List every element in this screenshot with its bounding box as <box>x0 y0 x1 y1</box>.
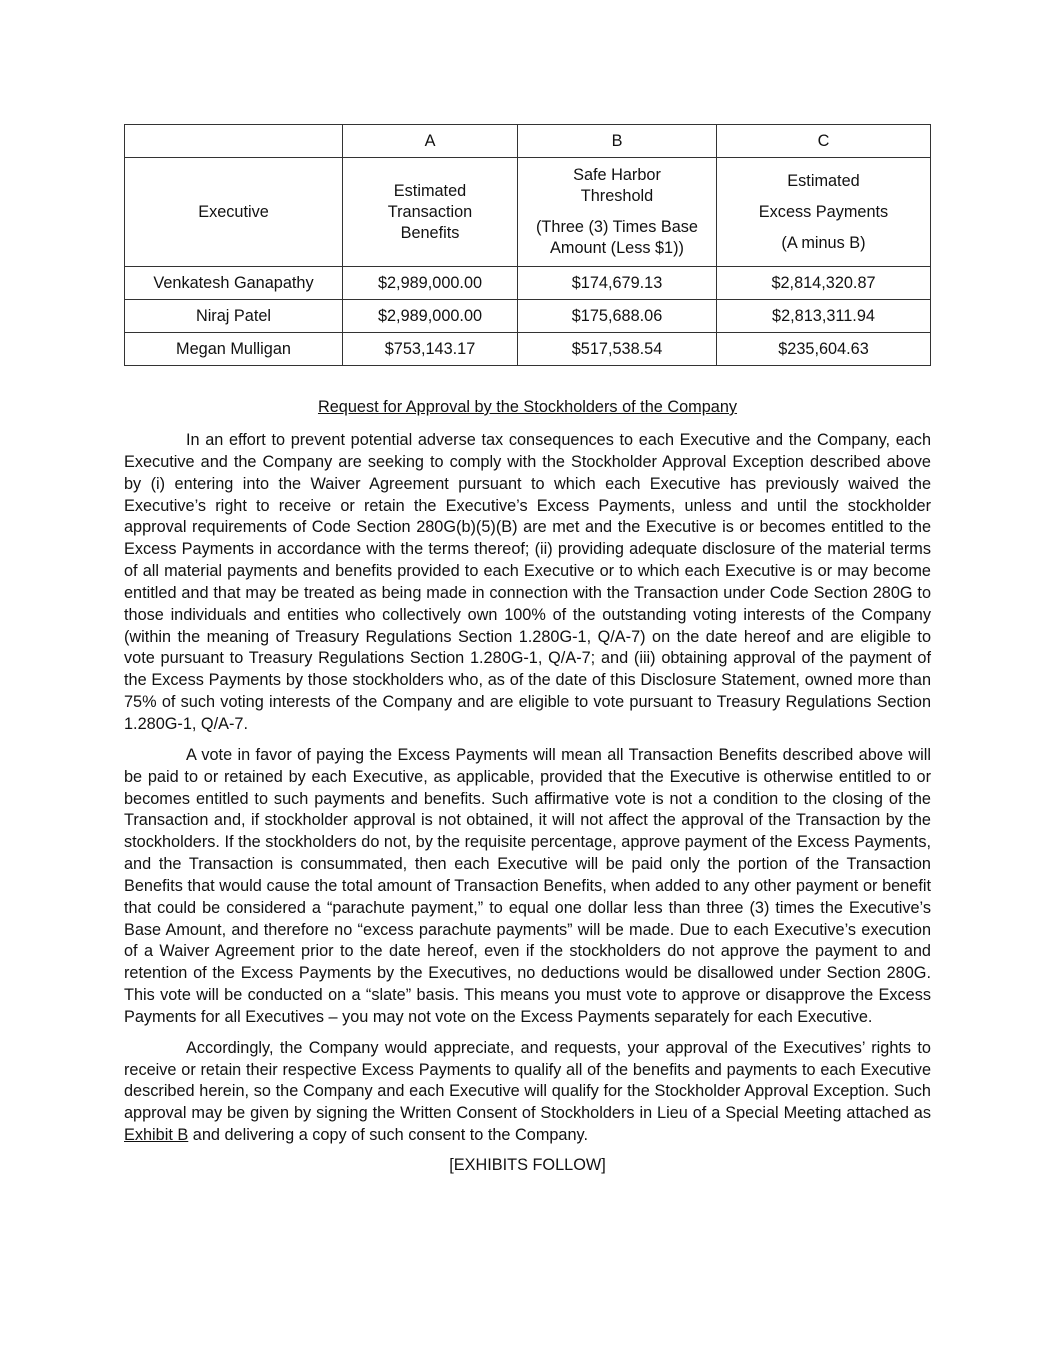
value-cell: $517,538.54 <box>518 333 717 366</box>
exhibits-follow: [EXHIBITS FOLLOW] <box>449 1156 606 1174</box>
letter-cell <box>125 125 343 158</box>
header-text: (A minus B) <box>781 233 866 252</box>
value-cell: $175,688.06 <box>518 300 717 333</box>
paragraph-text: and delivering a copy of such consent to the Company. <box>188 1126 588 1145</box>
value-cell: $174,679.13 <box>518 267 717 300</box>
header-transaction-benefits <box>343 158 518 267</box>
value-cell: $2,814,320.87 <box>717 267 931 300</box>
paragraph-text: Accordingly, the Company would appreciate, and requests, your approval of the Executives’ rights to receive or retain their respective Excess Payments to qualify all of the benefits and payments to each Executive described herein, so the Company and each Executive will qualify for the Stockholder Approval Exception. Such approval may be given by signing the Written Consent of Stockholders in Lieu of a Special Meeting attached as <box>124 1038 931 1123</box>
header-excess-payments <box>717 158 931 267</box>
letter-cell: B <box>518 125 717 158</box>
header-text: Excess Payments <box>758 202 889 221</box>
column-letter-row <box>125 125 931 158</box>
document-body <box>124 430 931 1191</box>
header-text: (Three (3) Times Base Amount (Less $1)) <box>536 218 698 257</box>
paragraph: In an effort to prevent potential adverse tax consequences to each Executive and the Company, each Executive and the Company are seeking to comply with the Stockholder Approval Exception described above by (i) entering into the Waiver Agreement pursuant to which each Executive has previously waived the Executive’s right to receive or retain the Executive’s Excess Payments, unless and until the stockholder approval requirements of Code Section 280G(b)(5)(B) are met and the Executive is or becomes entitled to the Excess Payments in accordance with the terms thereof; (ii) providing adequate disclosure of the material terms of all material payments and benefits provided to each Executive or to which each Executive is or may become entitled and that may be treated as being made in connection with the Transaction under Code Section 280G to those individuals and entities who collectively own 100% of the outstanding voting interests of the Company (within the meaning of Treasury Regulations Section 1.280G-1, Q/A-7) on the date hereof and are eligible to vote pursuant to Treasury Regulations Section 1.280G-1, Q/A-7; and (iii) obtaining approval of the payment of the Excess Payments by those stockholders who, as of the date of this Disclosure Statement, owned more than 75% of such voting interests of the Company and are eligible to vote pursuant to Treasury Regulations Section 1.280G-1, Q/A-7. <box>124 431 931 733</box>
header-text: Safe Harbor Threshold <box>573 166 661 205</box>
exhibit-b-reference: Exhibit B <box>124 1126 189 1145</box>
header-executive: Executive <box>125 158 343 267</box>
header-safe-harbor <box>518 158 717 267</box>
excess-payments-table <box>124 124 931 366</box>
header-row <box>125 158 931 267</box>
table-row <box>125 300 931 333</box>
header-text: Estimated Transaction Benefits <box>387 181 473 242</box>
executive-cell: Venkatesh Ganapathy <box>125 267 343 300</box>
executive-cell: Niraj Patel <box>125 300 343 333</box>
value-cell: $2,989,000.00 <box>343 300 518 333</box>
value-cell: $2,813,311.94 <box>717 300 931 333</box>
letter-cell: C <box>717 125 931 158</box>
paragraph <box>124 1038 931 1147</box>
value-cell: $2,989,000.00 <box>343 267 518 300</box>
letter-cell: A <box>343 125 518 158</box>
table-row <box>125 267 931 300</box>
header-text: Estimated <box>787 171 860 190</box>
value-cell: $235,604.63 <box>717 333 931 366</box>
section-title: Request for Approval by the Stockholders of the Company <box>317 398 738 416</box>
table-row <box>125 333 931 366</box>
value-cell: $753,143.17 <box>343 333 518 366</box>
paragraph: A vote in favor of paying the Excess Payments will mean all Transaction Benefits described above will be paid to or retained by each Executive, as applicable, provided that the Executive is otherwise entitled to or becomes entitled to such payments and benefits. Such affirmative vote is not a condition to the closing of the Transaction and, if stockholder approval is not obtained, it will not affect the approval of the Transaction by the stockholders. If the stockholders do not, by the requisite percentage, approve payment of the Excess Payments, and the Transaction is consummated, then each Executive will be paid only the portion of the Transaction Benefits that would cause the total amount of Transaction Benefits, when added to any other payment or benefit that could be considered a “parachute payment,” to equal one dollar less than three (3) times the Executive’s Base Amount, and therefore no “excess parachute payments” will be made. Due to each Executive’s execution of a Waiver Agreement prior to the date hereof, even if the stockholders do not approve the payment to and retention of the Excess Payments by the Executives, no deductions would be disallowed under Section 280G. This vote will be conducted on a “slate” basis. This means you must vote to approve or disapprove the Excess Payments for all Executives – you may not vote on the Excess Payments separately for each Executive. <box>124 745 931 1026</box>
executive-cell: Megan Mulligan <box>125 333 343 366</box>
